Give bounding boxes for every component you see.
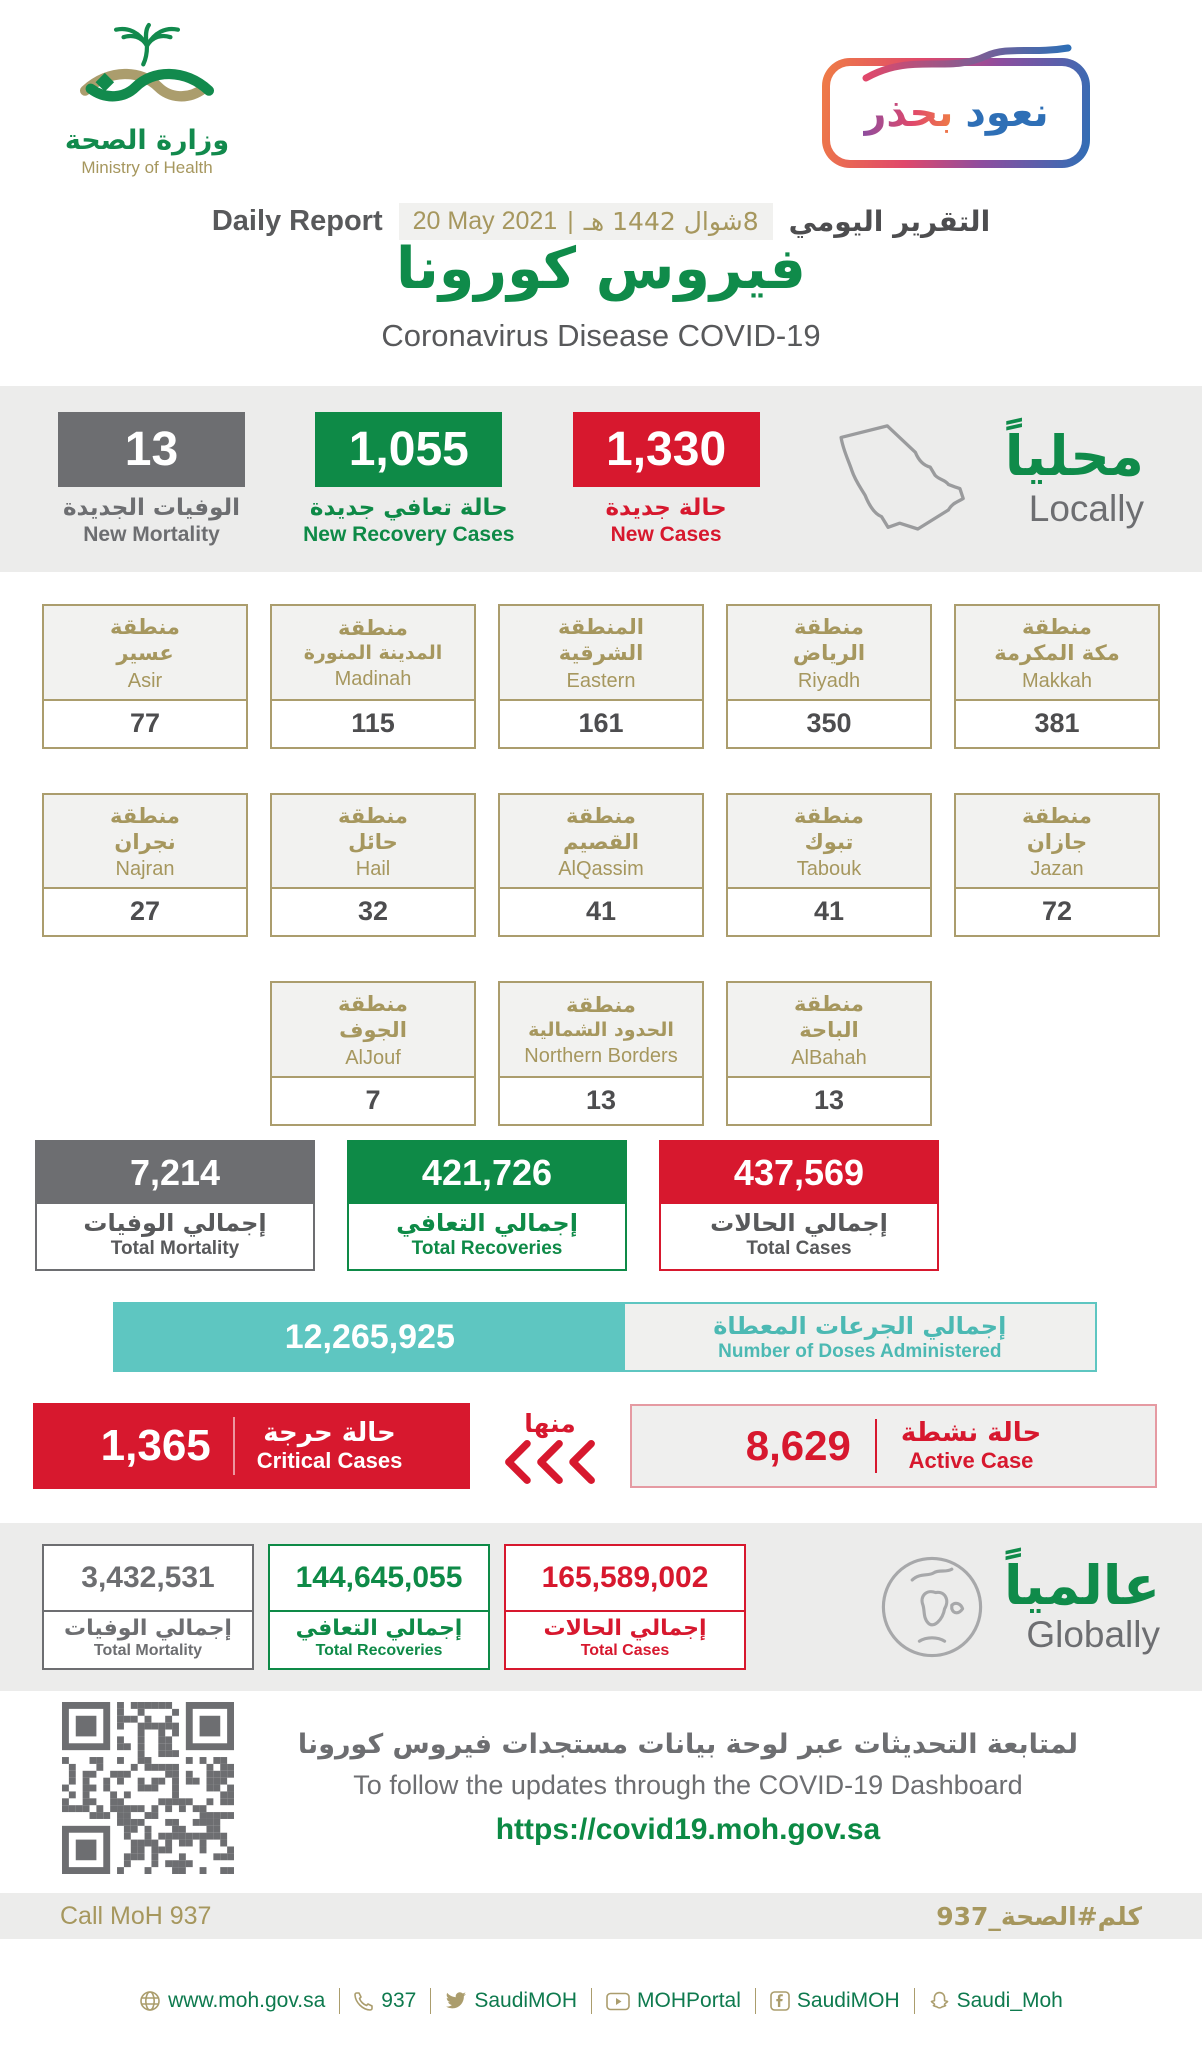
global-cases-label-ar: إجمالي الحالات (543, 1616, 707, 1641)
region-card-aljouf (270, 981, 476, 1126)
global-mortality-card (42, 1544, 254, 1670)
page-title-arabic: فيروس كورونا (396, 236, 806, 302)
region-value: 72 (956, 887, 1158, 935)
dashboard-line-ar: لمتابعة التحديثات عبر لوحة بيانات مستجدات فيروس كورونا (297, 1729, 1079, 1760)
snapchat-label: Saudi_Moh (956, 1989, 1063, 2012)
new-recoveries-label-en: New Recovery Cases (303, 522, 515, 546)
youtube-link[interactable] (606, 1989, 741, 2013)
region-ar-line2: تبوك (804, 829, 854, 854)
critical-cases-label-ar: حالة حرجة (263, 1418, 396, 1448)
region-card-riyadh (726, 604, 932, 749)
global-mortality-value: 3,432,531 (81, 1561, 215, 1594)
region-ar-line2: القصيم (563, 829, 639, 854)
dashboard-line-en: To follow the updates through the COVID-19 Dashboard (353, 1770, 1023, 1800)
logo-arabic-name: وزارة الصحة (64, 125, 230, 156)
phone-label: 937 (381, 1989, 417, 2012)
moh-emblem-icon (72, 22, 222, 118)
total-cases-label-ar: إجمالي الحالات (710, 1209, 888, 1237)
of-which-label: منها (524, 1408, 576, 1438)
region-en-name: Hail (355, 858, 391, 880)
new-cases-stat (573, 412, 760, 547)
region-value: 381 (956, 699, 1158, 747)
total-mortality-value: 7,214 (37, 1142, 313, 1204)
region-card-albahah (726, 981, 932, 1126)
new-mortality-stat (58, 412, 245, 547)
total-cases-value: 437,569 (661, 1142, 937, 1204)
active-case-value: 8,629 (745, 1422, 851, 1469)
region-ar-line2: عسير (116, 641, 174, 666)
region-card-tabouk (726, 793, 932, 938)
page-title-english: Coronavirus Disease COVID-19 (381, 318, 821, 353)
divider (339, 1988, 340, 2014)
doses-value: 12,265,925 (115, 1304, 625, 1370)
region-value: 13 (500, 1076, 702, 1124)
region-en-name: AlQassim (558, 858, 644, 880)
region-card-hail (270, 793, 476, 938)
qr-code (62, 1702, 234, 1874)
region-en-name: Jazan (1030, 858, 1084, 880)
total-recoveries-card (347, 1140, 627, 1271)
daily-report-label-ar: التقرير اليومي (788, 205, 991, 238)
call-moh-label-en: Call MoH 937 (60, 1901, 212, 1930)
region-en-name: Eastern (566, 669, 636, 692)
moh-logo (52, 22, 242, 178)
daily-report-label-en: Daily Report (211, 205, 383, 237)
new-cases-value: 1,330 (573, 412, 760, 487)
report-date-pill (399, 203, 773, 240)
region-value: 27 (44, 887, 246, 935)
global-mortality-label-en: Total Mortality (93, 1642, 203, 1659)
locally-heading-group (818, 417, 1144, 542)
divider (233, 1417, 235, 1475)
new-recoveries-label-ar: حالة تعافي جديدة (309, 494, 508, 521)
region-en-name: AlBahah (791, 1046, 867, 1069)
call-moh-label-ar: كلم#الصحة_937 (936, 1901, 1142, 1931)
region-en-name: Tabouk (796, 858, 862, 880)
region-value: 7 (272, 1076, 474, 1124)
region-ar-line2: حائل (348, 829, 398, 854)
new-cases-label-en: New Cases (610, 522, 722, 546)
triple-chevron-left-icon (498, 1440, 602, 1484)
header (0, 0, 1202, 238)
region-value: 41 (728, 887, 930, 935)
globe-outline-icon (878, 1553, 986, 1661)
gregorian-date: 20 May 2021 (412, 207, 558, 235)
critical-cases-box (33, 1403, 470, 1489)
snapchat-icon (929, 1991, 950, 2012)
youtube-label: MOHPortal (637, 1989, 741, 2012)
doses-administered-bar (113, 1302, 1097, 1372)
global-recoveries-value: 144,645,055 (295, 1561, 463, 1594)
badge-swoosh-icon (862, 42, 1072, 84)
dashboard-section (0, 1702, 1202, 1874)
of-which-connector (470, 1409, 630, 1484)
region-ar-line1: منطقة (338, 803, 408, 828)
region-ar-line1: منطقة (338, 992, 408, 1016)
total-cases-label-en: Total Cases (746, 1238, 852, 1259)
total-mortality-label-en: Total Mortality (110, 1238, 240, 1259)
region-ar-line2: الباحة (799, 1018, 859, 1043)
total-recoveries-label-en: Total Recoveries (411, 1238, 563, 1259)
region-card-alqassim (498, 793, 704, 938)
region-en-name: Asir (127, 669, 163, 692)
divider (914, 1988, 915, 2014)
snapchat-link[interactable] (929, 1989, 1063, 2013)
region-value: 32 (272, 887, 474, 935)
region-ar-line2: الشرقية (558, 641, 644, 666)
dashboard-url-link[interactable]: https://covid19.moh.gov.sa (495, 1813, 881, 1846)
divider (430, 1988, 431, 2014)
global-cases-card (504, 1544, 746, 1670)
region-en-name: Makkah (1021, 669, 1093, 692)
total-cases-card (659, 1140, 939, 1271)
globally-heading-en: Globally (1026, 1614, 1160, 1656)
region-ar-line1: منطقة (338, 616, 408, 641)
region-ar-line1: المنطقة (557, 615, 645, 639)
region-value: 41 (500, 887, 702, 935)
local-totals-row (35, 1140, 939, 1271)
critical-active-row (33, 1402, 1169, 1490)
global-recoveries-label-ar: إجمالي التعافي (295, 1616, 463, 1641)
region-en-name: Najran (115, 858, 175, 880)
phone-icon (354, 1991, 374, 2011)
globally-heading-ar: عالمياً (1004, 1553, 1160, 1617)
region-value: 115 (272, 699, 474, 747)
region-ar-line1: منطقة (794, 803, 864, 828)
website-link[interactable] (139, 1989, 325, 2013)
new-mortality-label-en: New Mortality (83, 522, 220, 546)
region-value: 350 (728, 699, 930, 747)
active-case-box (630, 1404, 1157, 1488)
phone-link[interactable] (354, 1989, 416, 2013)
social-links-row (0, 1988, 1202, 2014)
region-ar-line1: منطقة (1022, 615, 1092, 639)
new-mortality-value: 13 (58, 412, 245, 487)
footer-call-band (0, 1893, 1202, 1939)
new-cases-label-ar: حالة جديدة (605, 494, 727, 521)
hijri-date: 8شوال 1442 هـ (583, 207, 759, 236)
globally-section (0, 1523, 1202, 1691)
region-card-makkah (954, 604, 1160, 749)
global-mortality-label-ar: إجمالي الوفيات (64, 1616, 232, 1641)
total-mortality-card (35, 1140, 315, 1271)
region-ar-line2: الرياض (792, 641, 866, 666)
critical-cases-value: 1,365 (100, 1421, 211, 1470)
region-ar-line1: منطقة (1022, 803, 1092, 828)
new-mortality-label-ar: الوفيات الجديدة (62, 494, 241, 521)
regions-grid (42, 604, 1160, 1126)
region-en-name: Riyadh (797, 669, 861, 692)
badge-word-1: نعود (965, 90, 1049, 136)
global-recoveries-label-en: Total Recoveries (315, 1642, 443, 1659)
region-card-najran (42, 793, 248, 938)
total-recoveries-value: 421,726 (349, 1142, 625, 1204)
facebook-label: SaudiMOH (796, 1989, 900, 2012)
globally-heading-group (878, 1553, 1160, 1661)
twitter-link[interactable] (445, 1989, 577, 2013)
region-card-jazan (954, 793, 1160, 938)
locally-heading-en: Locally (1028, 487, 1144, 529)
region-ar-line1: منطقة (110, 803, 180, 828)
doses-label-en: Number of Doses Administered (718, 1340, 1002, 1362)
region-ar-line1: منطقة (566, 993, 636, 1018)
active-case-label-ar: حالة نشطة (900, 1418, 1042, 1448)
logo-english-name: Ministry of Health (81, 158, 213, 177)
region-value: 77 (44, 699, 246, 747)
region-ar-line2: الحدود الشمالية (528, 1018, 674, 1041)
region-ar-line2: نجران (114, 829, 176, 854)
new-recoveries-stat (303, 412, 514, 547)
region-ar-line1: منطقة (566, 803, 636, 828)
region-card-northern-borders (498, 981, 704, 1126)
return-with-caution-badge (822, 58, 1090, 168)
saudi-map-icon (818, 417, 983, 542)
region-card-eastern (498, 604, 704, 749)
region-card-madinah (270, 604, 476, 749)
divider (591, 1988, 592, 2014)
region-en-name: Madinah (334, 668, 412, 691)
global-recoveries-card (268, 1544, 490, 1670)
region-ar-line2: الجوف (339, 1018, 407, 1043)
facebook-link[interactable] (770, 1989, 900, 2013)
globe-icon (139, 1990, 161, 2012)
twitter-icon (445, 1991, 467, 2011)
doses-label-ar: إجمالي الجرعات المعطاة (713, 1311, 1007, 1340)
region-ar-line1: منطقة (110, 615, 180, 639)
new-recoveries-value: 1,055 (315, 412, 502, 487)
youtube-icon (606, 1992, 630, 2011)
locally-section (0, 386, 1202, 572)
region-value: 13 (728, 1076, 930, 1124)
region-card-asir (42, 604, 248, 749)
report-date-line (0, 203, 1202, 240)
website-label: www.moh.gov.sa (168, 1989, 326, 2012)
region-ar-line2: جازان (1026, 829, 1088, 854)
global-cases-label-en: Total Cases (580, 1642, 670, 1659)
region-en-name: Northern Borders (524, 1045, 678, 1068)
badge-word-2: بحذر (863, 90, 954, 136)
region-ar-line2: مكة المكرمة (994, 641, 1120, 666)
date-divider: | (567, 207, 574, 235)
region-value: 161 (500, 699, 702, 747)
critical-cases-label-en: Critical Cases (256, 1448, 403, 1473)
total-recoveries-label-ar: إجمالي التعافي (396, 1209, 578, 1237)
region-ar-line1: منطقة (794, 992, 864, 1016)
twitter-label: SaudiMOH (474, 1989, 578, 2012)
total-mortality-label-ar: إجمالي الوفيات (83, 1209, 267, 1237)
divider (755, 1988, 756, 2014)
global-cases-value: 165,589,002 (541, 1561, 709, 1594)
divider (875, 1419, 877, 1473)
locally-heading-ar: محلياً (1004, 424, 1144, 489)
region-ar-line2: المدينة المنورة (303, 641, 443, 664)
region-ar-line1: منطقة (794, 615, 864, 639)
active-case-label-en: Active Case (908, 1448, 1034, 1473)
region-en-name: AlJouf (345, 1046, 401, 1069)
facebook-icon (770, 1991, 790, 2011)
